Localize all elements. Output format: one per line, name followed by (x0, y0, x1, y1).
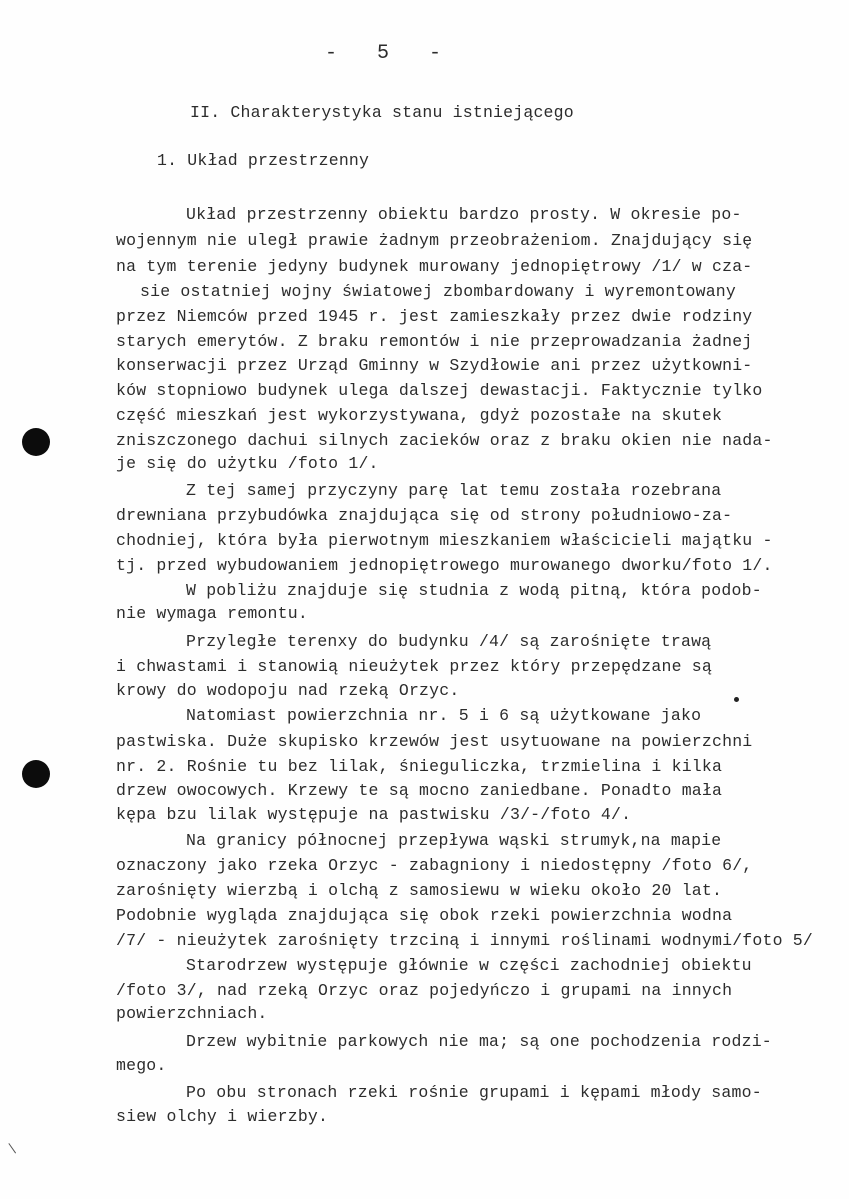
body-line: /foto 3/, nad rzeką Orzyc oraz pojedyńczo i grupami na innych (116, 981, 733, 1000)
body-line: powierzchniach. (116, 1004, 268, 1023)
body-line: Z tej samej przyczyny parę lat temu została rozebrana (186, 481, 722, 500)
body-line: Podobnie wygląda znajdująca się obok rzeki powierzchnia wodna (116, 906, 733, 925)
body-line: drzew owocowych. Krzewy te są mocno zaniedbane. Ponadto mała (116, 781, 723, 800)
subsection-heading: 1. Układ przestrzenny (157, 151, 370, 170)
body-line: oznaczony jako rzeka Orzyc - zabagniony i niedostępny /foto 6/, (116, 856, 753, 875)
body-line: sie ostatniej wojny światowej zbombardowany i wyremontowany (140, 282, 736, 301)
body-line: chodniej, która była pierwotnym mieszkaniem właścicieli majątku - (116, 531, 773, 550)
body-line: starych emerytów. Z braku remontów i nie przeprowadzania żadnej (116, 332, 753, 351)
body-line: nr. 2. Rośnie tu bez lilak, śnieguliczka, trzmielina i kilka (116, 757, 723, 776)
body-line: /7/ - nieużytek zarośnięty trzciną i innymi roślinami wodnymi/foto 5/ (116, 931, 814, 950)
body-line: Układ przestrzenny obiektu bardzo prosty. W okresie po- (186, 205, 742, 224)
body-line: siew olchy i wierzby. (116, 1107, 329, 1126)
body-line: zniszczonego dachui silnych zacieków oraz z braku okien nie nada- (116, 431, 773, 450)
body-line: Przyległe terenxy do budynku /4/ są zarośnięte trawą (186, 632, 712, 651)
body-line: przez Niemców przed 1945 r. jest zamieszkały przez dwie rodziny (116, 307, 753, 326)
body-line: Na granicy północnej przepływa wąski strumyk,na mapie (186, 831, 722, 850)
body-line: Starodrzew występuje głównie w części zachodniej obiektu (186, 956, 752, 975)
ink-speck (734, 697, 739, 702)
body-line: Natomiast powierzchnia nr. 5 i 6 są użytkowane jako (186, 706, 702, 725)
body-line: mego. (116, 1056, 167, 1075)
body-line: Po obu stronach rzeki rośnie grupami i kępami młody samo- (186, 1083, 762, 1102)
body-line: pastwiska. Duże skupisko krzewów jest usytuowane na powierzchni (116, 732, 753, 751)
section-heading: II. Charakterystyka stanu istniejącego (190, 103, 574, 122)
body-line: zarośnięty wierzbą i olchą z samosiewu w wieku około 20 lat. (116, 881, 723, 900)
body-line: je się do użytku /foto 1/. (116, 454, 379, 473)
body-line: nie wymaga remontu. (116, 604, 308, 623)
margin-mark (8, 1139, 22, 1154)
body-line: konserwacji przez Urząd Gminny w Szydłowie ani przez użytkowni- (116, 356, 753, 375)
page-number: - 5 - (325, 42, 456, 65)
body-line: część mieszkań jest wykorzystywana, gdyż pozostałe na skutek (116, 406, 723, 425)
punch-hole-top (22, 428, 50, 456)
body-line: na tym terenie jedyny budynek murowany jednopiętrowy /1/ w cza- (116, 257, 753, 276)
body-line: wojennym nie uległ prawie żadnym przeobrażeniom. Znajdujący się (116, 231, 753, 250)
body-line: i chwastami i stanowią nieużytek przez który przepędzane są (116, 657, 712, 676)
body-line: Drzew wybitnie parkowych nie ma; są one pochodzenia rodzi- (186, 1032, 772, 1051)
body-line: W pobliżu znajduje się studnia z wodą pitną, która podob- (186, 581, 762, 600)
body-line: kępa bzu lilak występuje na pastwisku /3/-/foto 4/. (116, 805, 632, 824)
punch-hole-bottom (22, 760, 50, 788)
body-line: krowy do wodopoju nad rzeką Orzyc. (116, 681, 460, 700)
body-line: ków stopniowo budynek ulega dalszej dewastacji. Faktycznie tylko (116, 381, 763, 400)
body-line: drewniana przybudówka znajdująca się od strony południowo-za- (116, 506, 733, 525)
body-line: tj. przed wybudowaniem jednopiętrowego murowanego dworku/foto 1/. (116, 556, 773, 575)
